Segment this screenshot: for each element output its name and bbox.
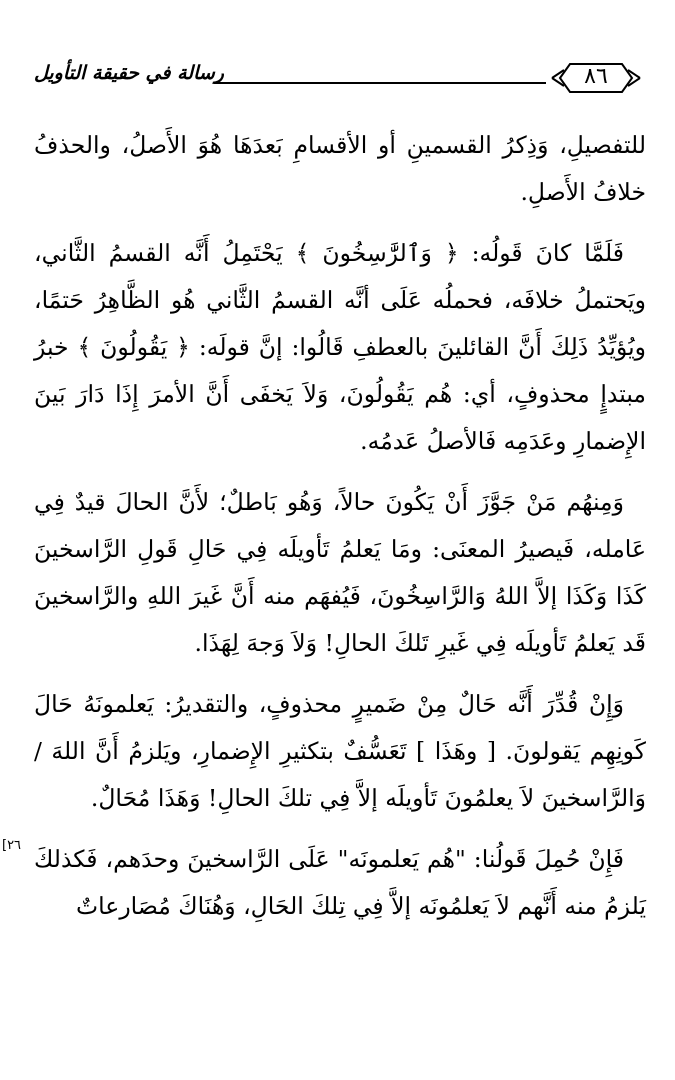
paragraph-2: فَلَمَّا كانَ قَولُه: ﴿ وَٱلرَّٰسِخُونَ ﴾ يَحْتَمِلُ أَنَّه القسمُ الثَّاني، ويَحتملُ خلافَه، فحملُه عَلَى أنَّه القسمُ الثَّاني هُو الظَّاهِرُ حَتمًا، ويُؤيِّدُ ذَلِكَ أَنَّ القائلينَ بالعطفِ قَالُوا: إنَّ قولَه: ﴿ يَقُولُونَ ﴾ خبرُ مبتدإٍ محذوفٍ، أي: هُم يَقُولُونَ، وَلاَ يَخفَى أَنَّ الأمرَ إِذَا دَارَ بَينَ الإِضمارِ وعَدَمِه فَالأصلُ عَدمُه. bbox=[34, 239, 646, 455]
running-header bbox=[34, 58, 642, 102]
paragraph-1: للتفصيلِ، وَذِكرُ القسمينِ أو الأقسامِ بَعدَهَا هُوَ الأَصلُ، والحذفُ خلافُ الأَصلِ. bbox=[34, 131, 646, 206]
main-text bbox=[34, 122, 646, 944]
header-rule bbox=[214, 82, 546, 84]
margin-folio-note: [٢٦ bbox=[2, 838, 22, 853]
paragraph-5: فَإِنْ حُمِلَ قَولُنا: "هُم يَعلمونَه" عَلَى الرَّاسخينَ وحدَهم، فَكذلكَ يَلزمُ منه أَنَّهم لاَ يَعلمُونَه إلاَّ فِي تِلكَ الحَالِ، وَهُنَاكَ مُصَارعاتٌ bbox=[34, 845, 646, 920]
header-title: رسالة في حقيقة التأويل bbox=[34, 62, 224, 84]
page-number: ٨٦ bbox=[584, 64, 608, 89]
paragraph-4: وَإِنْ قُدِّرَ أَنَّه حَالٌ مِنْ ضَميرٍ محذوفٍ، والتقديرُ: يَعلمونَهُ حَالَ كَونِهِم يَقولونَ. [ وهَذَا ] تَعَسُّفٌ بتكثيرِ الإِضمارِ، ويَلزمُ أَنَّ اللهَ / وَالرَّاسخينَ لاَ يعلمُونَ تَأويلَه إلاَّ فِي تلكَ الحالِ! وَهَذَا مُحَالٌ. bbox=[34, 690, 646, 812]
page-number-ornament bbox=[550, 58, 642, 98]
paragraph-3: وَمِنهُم مَنْ جَوَّزَ أَنْ يَكُونَ حالاً، وَهُو بَاطلٌ؛ لأَنَّ الحالَ قيدٌ فِي عَامله، فَيصيرُ المعنَى: ومَا يَعلمُ تَأويلَه فِي حَالِ قَولِ الرَّاسخينَ كَذَا وَكَذَا إلاَّ اللهُ وَالرَّاسِخُونَ، فَيُفهَم منه أَنَّ غَيرَ اللهِ والرَّاسخينَ قَد يَعلمُ تَأويلَه فِي غَيرِ تَلكَ الحالِ! وَلاَ وَجهَ لِهَذَا. bbox=[34, 488, 646, 657]
